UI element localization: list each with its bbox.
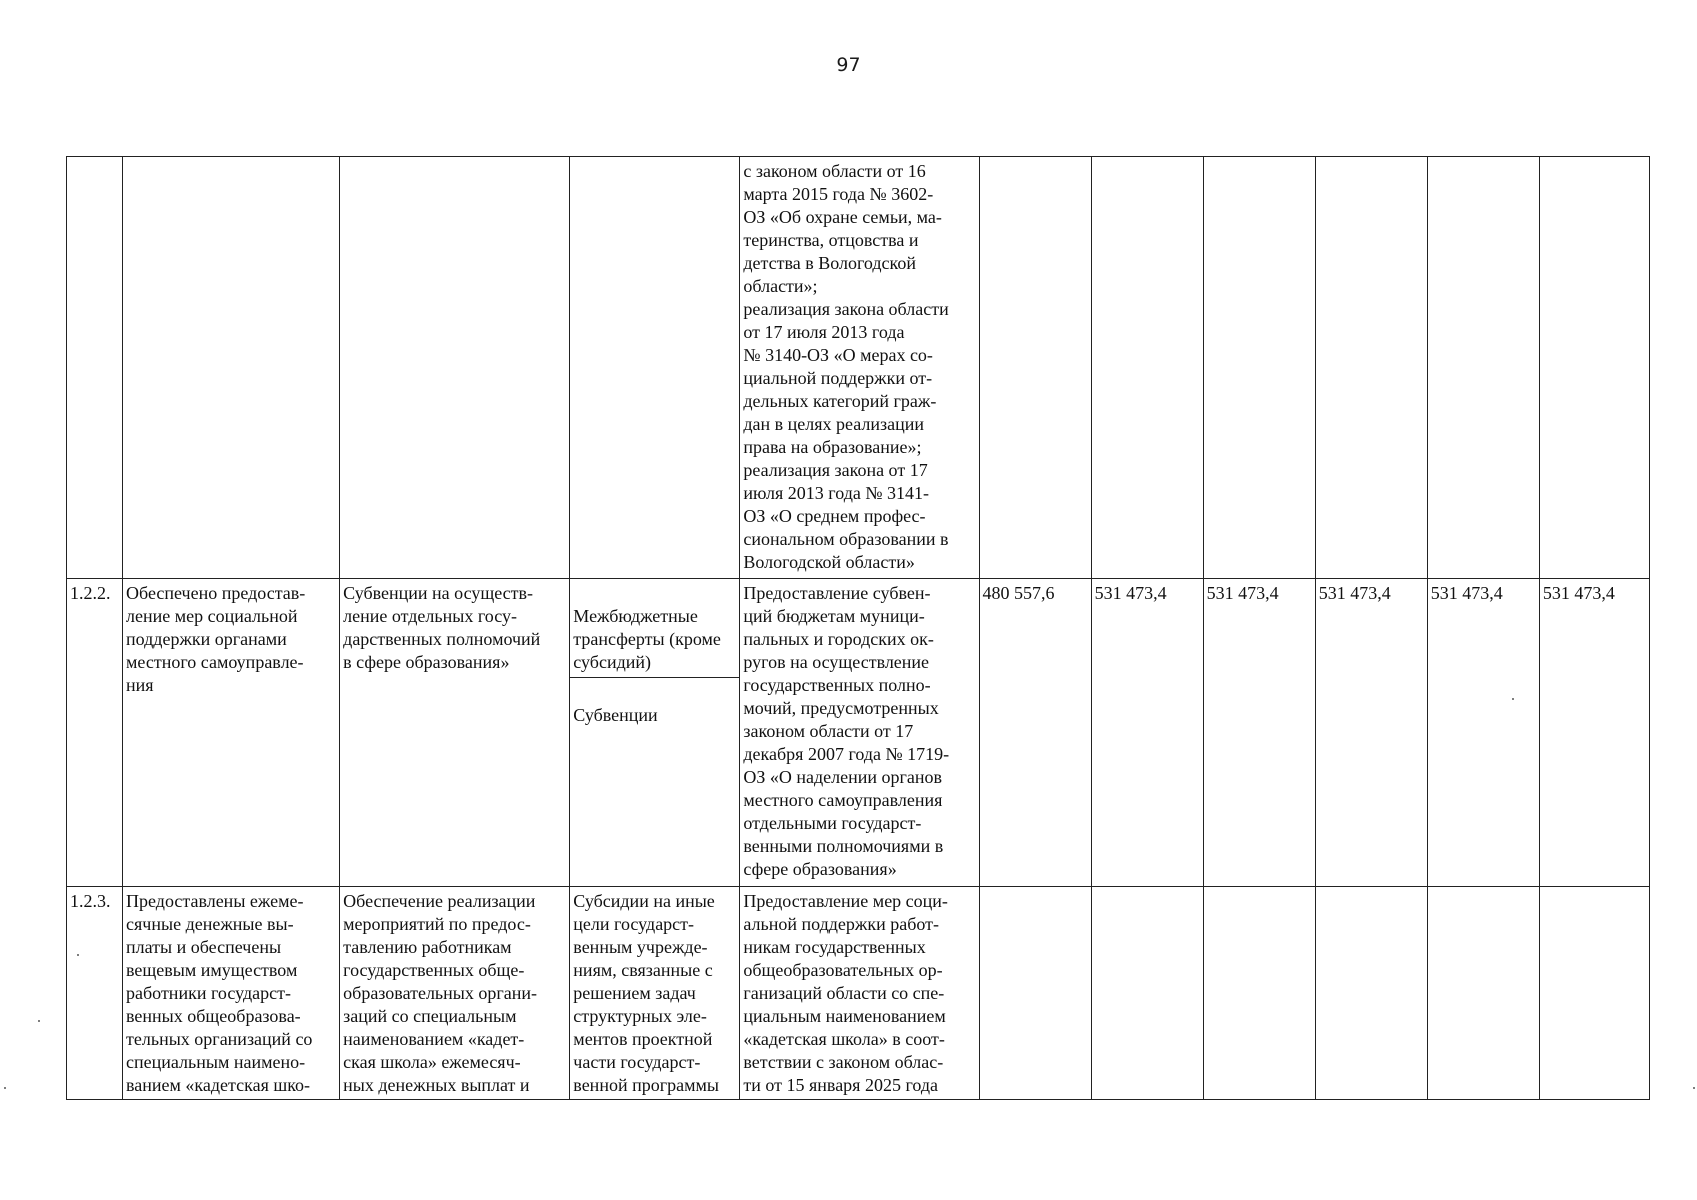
value-cell: 480 557,6: [979, 579, 1091, 887]
value-cell: [1203, 887, 1315, 1100]
funding-type-sub: Субвенции: [573, 705, 658, 725]
value-cell: 531 473,4: [1203, 579, 1315, 887]
scan-speck: [1693, 1087, 1695, 1089]
scan-speck: [4, 1087, 6, 1089]
value-cell: [1427, 157, 1539, 579]
table-row: [67, 579, 1650, 887]
scan-speck: [77, 954, 79, 956]
result-cell: [123, 157, 340, 579]
result-cell: Обеспечено предостав- ление мер социальной поддержки органами местного самоуправле- ния: [123, 579, 340, 887]
value-cell: [1091, 157, 1203, 579]
funding-type-cell: [570, 157, 740, 579]
value-cell: 531 473,4: [1315, 579, 1427, 887]
measure-cell: Обеспечение реализации мероприятий по предос- тавлению работникам государственных обще- образовательных органи- заций со специальным наименованием «кадет- ская школа» ежемесяч- ных денежных выплат и: [340, 887, 570, 1100]
value-cell: 531 473,4: [1091, 579, 1203, 887]
funding-type-cell: [570, 579, 740, 887]
value-cell: 531 473,4: [1427, 579, 1539, 887]
value-cell: [979, 887, 1091, 1100]
result-cell: Предоставлены ежеме- сячные денежные вы- платы и обеспечены вещевым имуществом работники государст- венных общеобразова- тельных организаций со специальным наимено- ванием «кадетская шко-: [123, 887, 340, 1100]
description-cell: с законом области от 16 марта 2015 года № 3602- ОЗ «Об охране семьи, ма- теринства, отцовства и детства в Вологодской области»; реализация закона области от 17 июля 2013 года № 3140-ОЗ «О мерах со- циальной поддержки от- дельных категорий граж- дан в целях реализации права на образование»; реализация закона от 17 июля 2013 года № 3141- ОЗ «О среднем профес- сиональном образовании в Вологодской области»: [740, 157, 979, 579]
scan-speck: [1512, 698, 1514, 700]
funding-type-cell: Субсидии на иные цели государст- венным учрежде- ниям, связанные с решением задач структурных эле- ментов проектной части государст- венной программы: [570, 887, 740, 1100]
value-cell: [1315, 157, 1427, 579]
value-cell: 531 473,4: [1539, 579, 1649, 887]
program-measures-table: [66, 156, 1650, 1100]
description-cell: Предоставление субвен- ций бюджетам муници- пальных и городских ок- ругов на осуществление государственных полно- мочий, предусмотренных законом области от 17 декабря 2007 года № 1719- ОЗ «О наделении органов местного самоуправления отдельными государст- венными полномочиями в сфере образования»: [740, 579, 979, 887]
row-number-cell: [67, 157, 123, 579]
row-number-cell: 1.2.3.: [67, 887, 123, 1100]
value-cell: [1539, 157, 1649, 579]
table-row: [67, 887, 1650, 1100]
funding-type-main: Межбюджетные трансферты (кроме субсидий): [570, 602, 739, 678]
value-cell: [1091, 887, 1203, 1100]
table-row: [67, 157, 1650, 579]
value-cell: [1203, 157, 1315, 579]
measure-cell: Субвенции на осуществ- ление отдельных госу- дарственных полномочий в сфере образования»: [340, 579, 570, 887]
value-cell: [1539, 887, 1649, 1100]
measure-cell: [340, 157, 570, 579]
page-number: 97: [836, 54, 861, 76]
value-cell: [1427, 887, 1539, 1100]
row-number-cell: 1.2.2.: [67, 579, 123, 887]
value-cell: [979, 157, 1091, 579]
scan-speck: [38, 1020, 40, 1022]
description-cell: Предоставление мер соци- альной поддержки работ- никам государственных общеобразовательных ор- ганизаций области со спе- циальным наименованием «кадетская школа» в соот- ветствии с законом облас- ти от 15 января 2025 года: [740, 887, 979, 1100]
value-cell: [1315, 887, 1427, 1100]
